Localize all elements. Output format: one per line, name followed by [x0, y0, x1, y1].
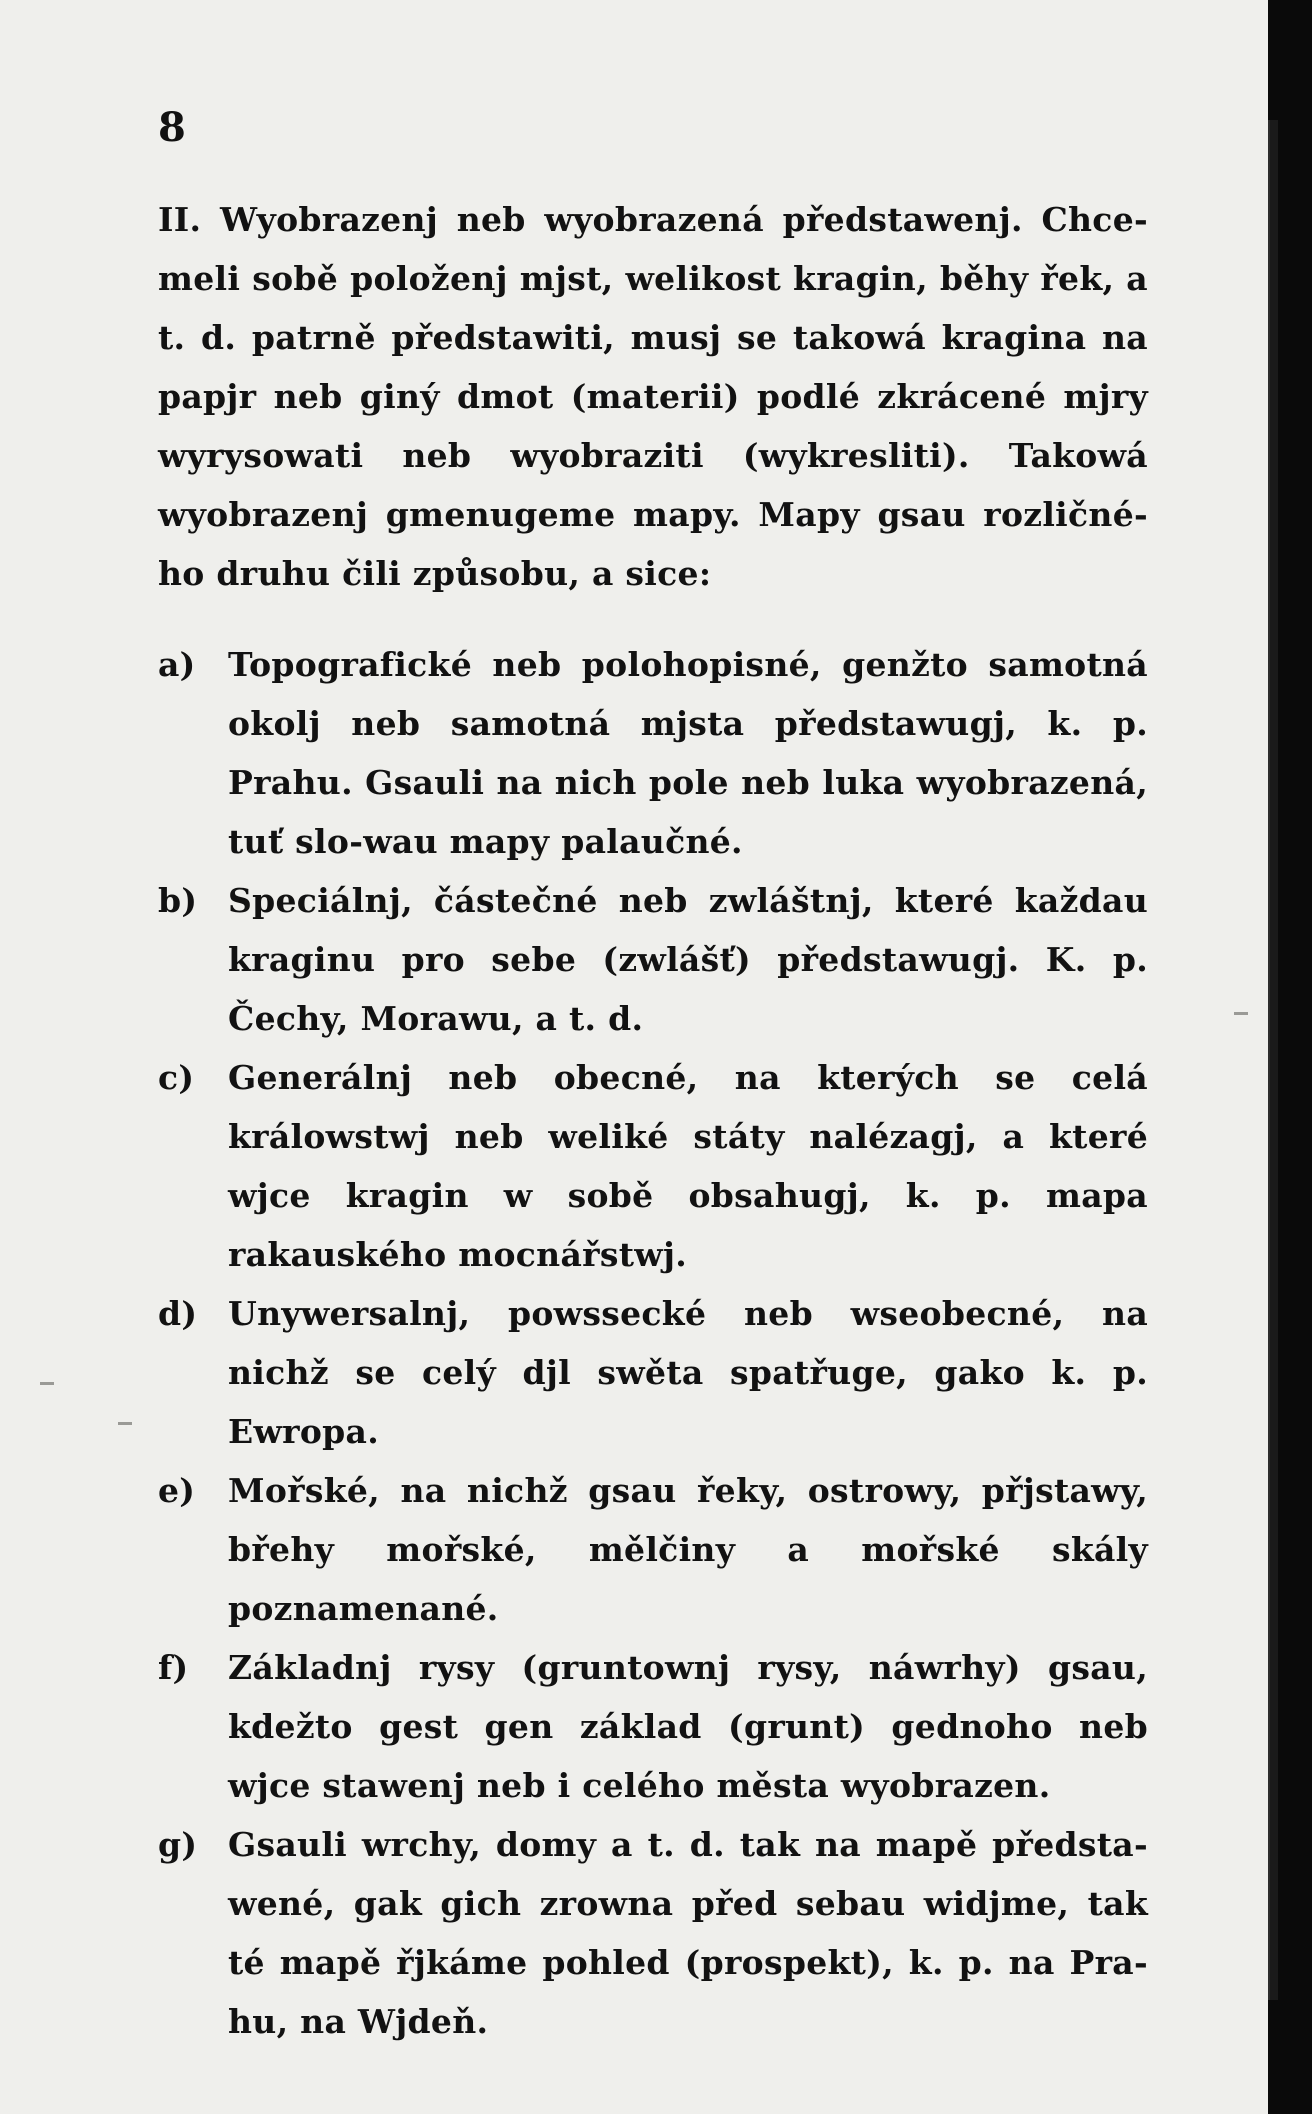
list-item-text: Unywersalnj, powssecké neb wseobecné, na nichž se celý djl swěta spatřuge, gako k. p. Ewropa. [228, 1294, 1148, 1451]
list-marker: f) [158, 1648, 189, 1687]
list-item [158, 1638, 1148, 1815]
intro-paragraph: II. Wyobrazenj neb wyobrazená předstawenj. Chce-meli sobě položenj mjst, welikost kragin, běhy řek, a t. d. patrně předstawiti, musj se takowá kragina na papjr neb giný dmot (materii) podlé zkrácené mjry wyrysowati neb wyobraziti (wykresliti). Takowá wyobrazenj gmenugeme mapy. Mapy gsau rozličné-ho druhu čili způsobu, a sice: [158, 200, 1148, 593]
margin-mark [40, 1382, 54, 1385]
list-marker: g) [158, 1825, 198, 1864]
margin-mark [118, 1422, 132, 1425]
list-marker: a) [158, 645, 196, 684]
list-item-text: Gsauli wrchy, domy a t. d. tak na mapě předsta-wené, gak gich zrowna před sebau widjme, tak té mapě řjkáme pohled (prospekt), k. p. na Pra-hu, na Wjdeň. [228, 1825, 1148, 2041]
list-item-text: Generálnj neb obecné, na kterých se celá králowstwj neb weliké státy nalézagj, a které wjce kragin w sobě obsahugj, k. p. mapa rakauského mocnářstwj. [228, 1058, 1148, 1274]
margin-mark [1234, 1012, 1248, 1015]
list-item [158, 1815, 1148, 2051]
list-marker: e) [158, 1471, 196, 1510]
list-item-text: Topografické neb polohopisné, genžto samotná okolj neb samotná mjsta předstawugj, k. p. Prahu. Gsauli na nich pole neb luka wyobrazená, tuť slo-wau mapy palaučné. [228, 645, 1148, 861]
list-item [158, 1284, 1148, 1461]
list-item [158, 1048, 1148, 1284]
list-item-text: Základnj rysy (gruntownj rysy, náwrhy) gsau, kdežto gest gen základ (grunt) gednoho neb wjce stawenj neb i celého města wyobrazen. [228, 1648, 1148, 1805]
map-types-list [158, 635, 1148, 2051]
list-marker: c) [158, 1058, 195, 1097]
list-marker: b) [158, 881, 198, 920]
list-item [158, 635, 1148, 871]
binding-shadow [1268, 120, 1278, 2000]
list-marker: d) [158, 1294, 198, 1333]
page-number: 8 [158, 104, 186, 151]
body-text [158, 190, 1148, 2051]
list-item-text: Speciálnj, částečné neb zwláštnj, které každau kraginu pro sebe (zwlášť) předstawugj. K. p. Čechy, Morawu, a t. d. [228, 881, 1148, 1038]
list-item [158, 871, 1148, 1048]
list-item-text: Mořské, na nichž gsau řeky, ostrowy, přjstawy, břehy mořské, mělčiny a mořské skály poznamenané. [228, 1471, 1148, 1628]
list-item [158, 1461, 1148, 1638]
